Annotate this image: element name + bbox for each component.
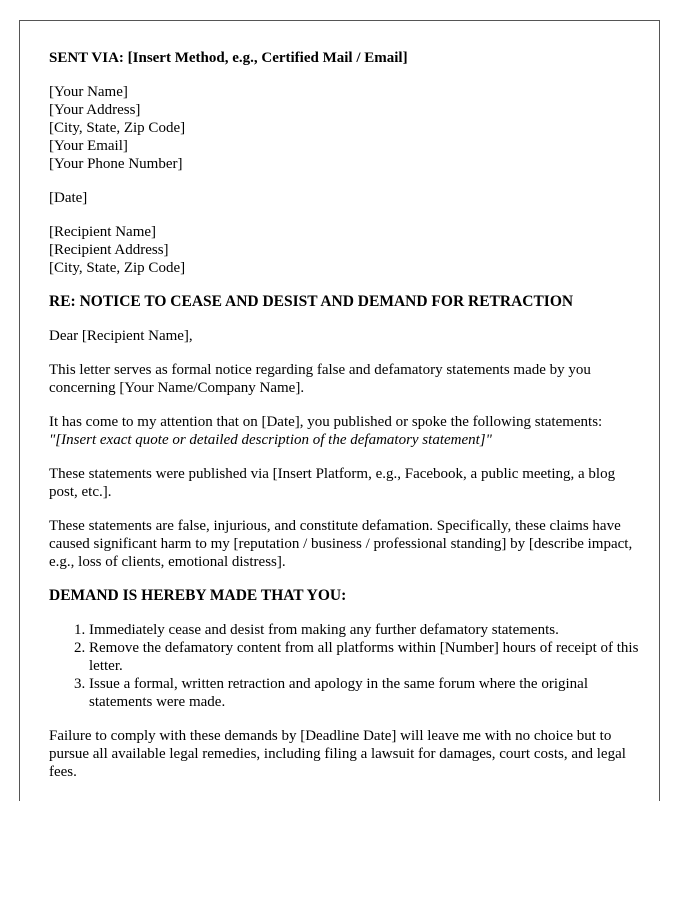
recipient-block (49, 223, 641, 277)
demand-list (49, 621, 641, 711)
defamatory-quote: "[Insert exact quote or detailed description of the defamatory statement]" (49, 432, 492, 448)
demand-item: 1. Immediately cease and desist from making any further defamatory statements. (89, 621, 641, 639)
recipient-city-state-zip: [City, State, Zip Code] (49, 260, 186, 276)
sent-via-line: SENT VIA: [Insert Method, e.g., Certified Mail / Email] (49, 50, 408, 66)
intro-paragraph: This letter serves as formal notice regarding false and defamatory statements made by you concerning [Your Name/Company Name]. (49, 362, 591, 396)
sender-city-state-zip: [City, State, Zip Code] (49, 120, 186, 136)
demand-item: 3. Issue a formal, written retraction and apology in the same forum where the original statements were made. (89, 675, 641, 711)
sender-phone: [Your Phone Number] (49, 156, 183, 172)
failure-paragraph: Failure to comply with these demands by [Deadline Date] will leave me with no choice but to pursue all available legal remedies, including filing a lawsuit for damages, court costs, and legal fees. (49, 728, 626, 780)
platform-paragraph: These statements were published via [Insert Platform, e.g., Facebook, a public meeting, a blog post, etc.]. (49, 466, 616, 500)
subject-line: RE: NOTICE TO CEASE AND DESIST AND DEMAND FOR RETRACTION (49, 293, 574, 310)
sender-address: [Your Address] (49, 102, 141, 118)
sender-block (49, 83, 641, 173)
attention-paragraph (49, 413, 641, 449)
recipient-address: [Recipient Address] (49, 242, 169, 258)
sender-name: [Your Name] (49, 84, 128, 100)
salutation: Dear [Recipient Name], (49, 328, 193, 344)
letter-body (49, 49, 641, 797)
harm-paragraph: These statements are false, injurious, and constitute defamation. Specifically, these claims have caused significant harm to my [reputation / business / professional standing] by [describe impact, e.g., loss of clients, emotional distress]. (49, 518, 633, 570)
sender-email: [Your Email] (49, 138, 128, 154)
attention-text: It has come to my attention that on [Date], you published or spoke the following statements: (49, 414, 603, 430)
letter-date: [Date] (49, 190, 88, 206)
demand-item: 2. Remove the defamatory content from all platforms within [Number] hours of receipt of this letter. (89, 639, 641, 675)
letter-page (19, 20, 660, 801)
demand-heading: DEMAND IS HEREBY MADE THAT YOU: (49, 587, 347, 604)
recipient-name: [Recipient Name] (49, 224, 157, 240)
